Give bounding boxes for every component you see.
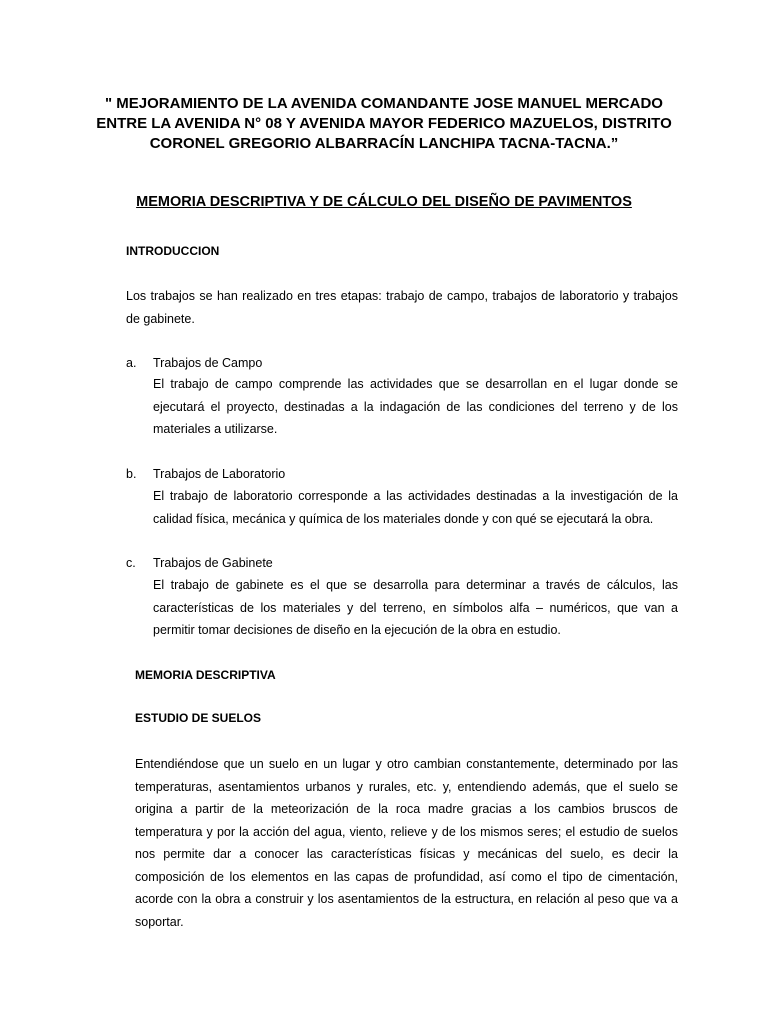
item-paragraph: El trabajo de gabinete es el que se desarrolla para determinar a través de cálculos, las características de los materiales y del terreno, en símbolos alfa – numéricos, que van a permitir tomar decisiones de diseño en la ejecución de la obra en estudio. [153, 578, 678, 637]
item-letter: a. [126, 356, 137, 370]
item-title: Trabajos de Laboratorio [153, 467, 286, 481]
document-subtitle: MEMORIA DESCRIPTIVA Y DE CÁLCULO DEL DISEÑO DE PAVIMENTOS [136, 194, 632, 210]
suelos-paragraph: Entendiéndose que un suelo en un lugar y otro cambian constantemente, determinado por las temperaturas, asentamientos urbanos y rurales, etc. y, entendiendo además, que el suelo se origina a partir de la meteorización de la roca madre gracias a los cambios bruscos de temperatura y por la acción del agua, viento, relieve y de los mismos seres; el estudio de suelos nos permite dar a conocer las características físicas y mecánicas del suelo, es decir la composición de los elementos en las capas de profundidad, así como el tipo de cimentación, acorde con la obra a construir y los asentamientos de la estructura, en relación al peso que va a soportar. [135, 757, 678, 929]
item-paragraph: El trabajo de laboratorio corresponde a las actividades destinadas a la investigación de la calidad física, mecánica y química de los materiales donde y con qué se ejecutará la obra. [153, 489, 678, 526]
intro-heading: INTRODUCCION [126, 244, 220, 258]
item-paragraph: El trabajo de campo comprende las actividades que se desarrollan en el lugar donde se ejecutará el proyecto, destinadas a la indagación de las condiciones del terreno y de los materiales a utilizarse. [153, 377, 678, 436]
title-line: " MEJORAMIENTO DE LA AVENIDA COMANDANTE JOSE MANUEL MERCADO [105, 95, 663, 112]
intro-paragraph: Los trabajos se han realizado en tres etapas: trabajo de campo, trabajos de laboratorio y trabajos de gabinete. [126, 289, 678, 326]
title-line: ENTRE LA AVENIDA N° 08 Y AVENIDA MAYOR FEDERICO MAZUELOS, DISTRITO [96, 115, 672, 132]
title-line: CORONEL GREGORIO ALBARRACÍN LANCHIPA TACNA-TACNA.” [149, 135, 619, 152]
item-letter: b. [126, 467, 137, 481]
item-letter: c. [126, 556, 136, 570]
suelos-heading: ESTUDIO DE SUELOS [135, 711, 262, 725]
document-title [60, 94, 708, 154]
item-title: Trabajos de Campo [153, 356, 263, 370]
item-title: Trabajos de Gabinete [153, 556, 273, 570]
memoria-heading: MEMORIA DESCRIPTIVA [135, 668, 276, 682]
